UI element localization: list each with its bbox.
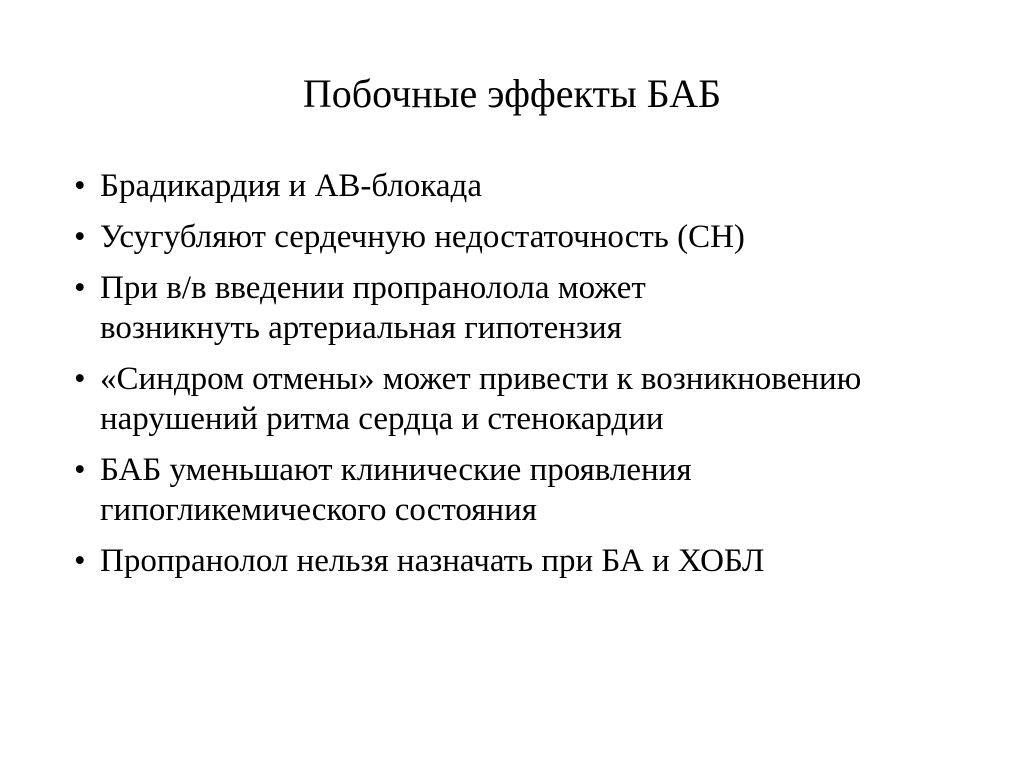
- bullet-text: Усугубляют сердечную недостаточность (СН): [100, 219, 745, 255]
- bullet-text: Брадикардия и АВ-блокада: [100, 168, 482, 204]
- bullet-icon: •: [74, 168, 86, 204]
- bullet-item: [74, 217, 974, 257]
- bullet-icon: •: [74, 543, 86, 579]
- bullet-item: [74, 359, 880, 439]
- bullet-item: [74, 450, 860, 530]
- bullet-item: [74, 166, 974, 206]
- bullet-icon: •: [74, 270, 86, 306]
- bullet-icon: •: [74, 219, 86, 255]
- bullet-item: [74, 268, 800, 348]
- bullet-text: Пропранолол нельзя назначать при БА и ХОБЛ: [100, 543, 765, 579]
- slide-title: Побочные эффекты БАБ: [302, 71, 722, 116]
- bullet-text: При в/в введении пропранолола может возникнуть артериальная гипотензия: [100, 270, 646, 346]
- bullet-item: [74, 541, 974, 581]
- bullet-text: «Синдром отмены» может привести к возникновению нарушений ритма сердца и стенокардии: [100, 361, 862, 437]
- bullet-icon: •: [74, 361, 86, 397]
- bullet-icon: •: [74, 452, 86, 488]
- bullet-text: БАБ уменьшают клинические проявления гипогликемического состояния: [100, 452, 692, 528]
- bullet-list: [74, 166, 974, 592]
